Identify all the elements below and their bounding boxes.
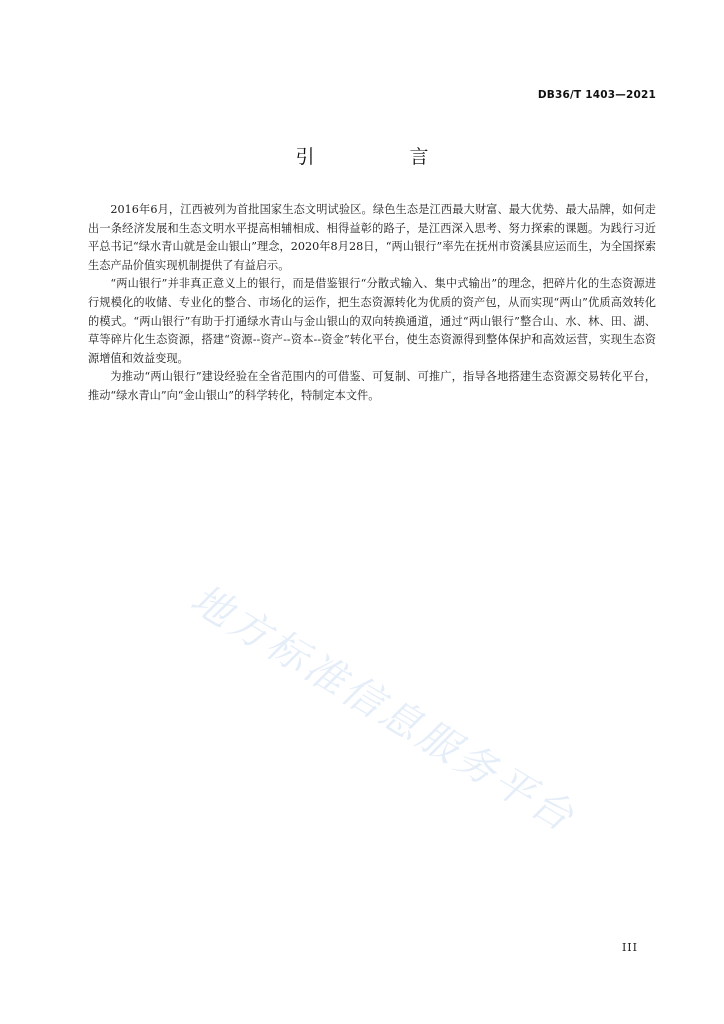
introduction-body: [88, 201, 656, 406]
document-code: DB36/T 1403—2021: [537, 89, 656, 101]
paragraph: 2016年6月，江西被列为首批国家生态文明试验区。绿色生态是江西最大财富、最大优势、最大品牌，如何走出一条经济发展和生态文明水平提高相辅相成、相得益彰的路子，是江西深入思考、努力探索的课题。为践行习近平总书记“绿水青山就是金山银山”理念，2020年8月28日，“两山银行”率先在抚州市资溪县应运而生，为全国探索生态产品价值实现机制提供了有益启示。: [88, 203, 656, 272]
page-number: III: [621, 941, 638, 954]
watermark: 地方标准信息服务平台: [182, 575, 584, 843]
section-title: 引 言: [295, 146, 467, 168]
paragraph: 为推动“两山银行”建设经验在全省范围内的可借鉴、可复制、可推广，指导各地搭建生态资源交易转化平台，推动“绿水青山”向“金山银山”的科学转化，特制定本文件。: [88, 370, 656, 402]
paragraph: “两山银行”并非真正意义上的银行，而是借鉴银行“分散式输入、集中式输出”的理念，把碎片化的生态资源进行规模化的收储、专业化的整合、市场化的运作，把生态资源转化为优质的资产包，从而实现“两山”优质高效转化的模式。“两山银行”有助于打通绿水青山与金山银山的双向转换通道，通过“两山银行”整合山、水、林、田、湖、草等碎片化生态资源，搭建“资源--资产--资本--资金”转化平台，使生态资源得到整体保护和高效运营，实现生态资源增值和效益变现。: [88, 277, 656, 365]
